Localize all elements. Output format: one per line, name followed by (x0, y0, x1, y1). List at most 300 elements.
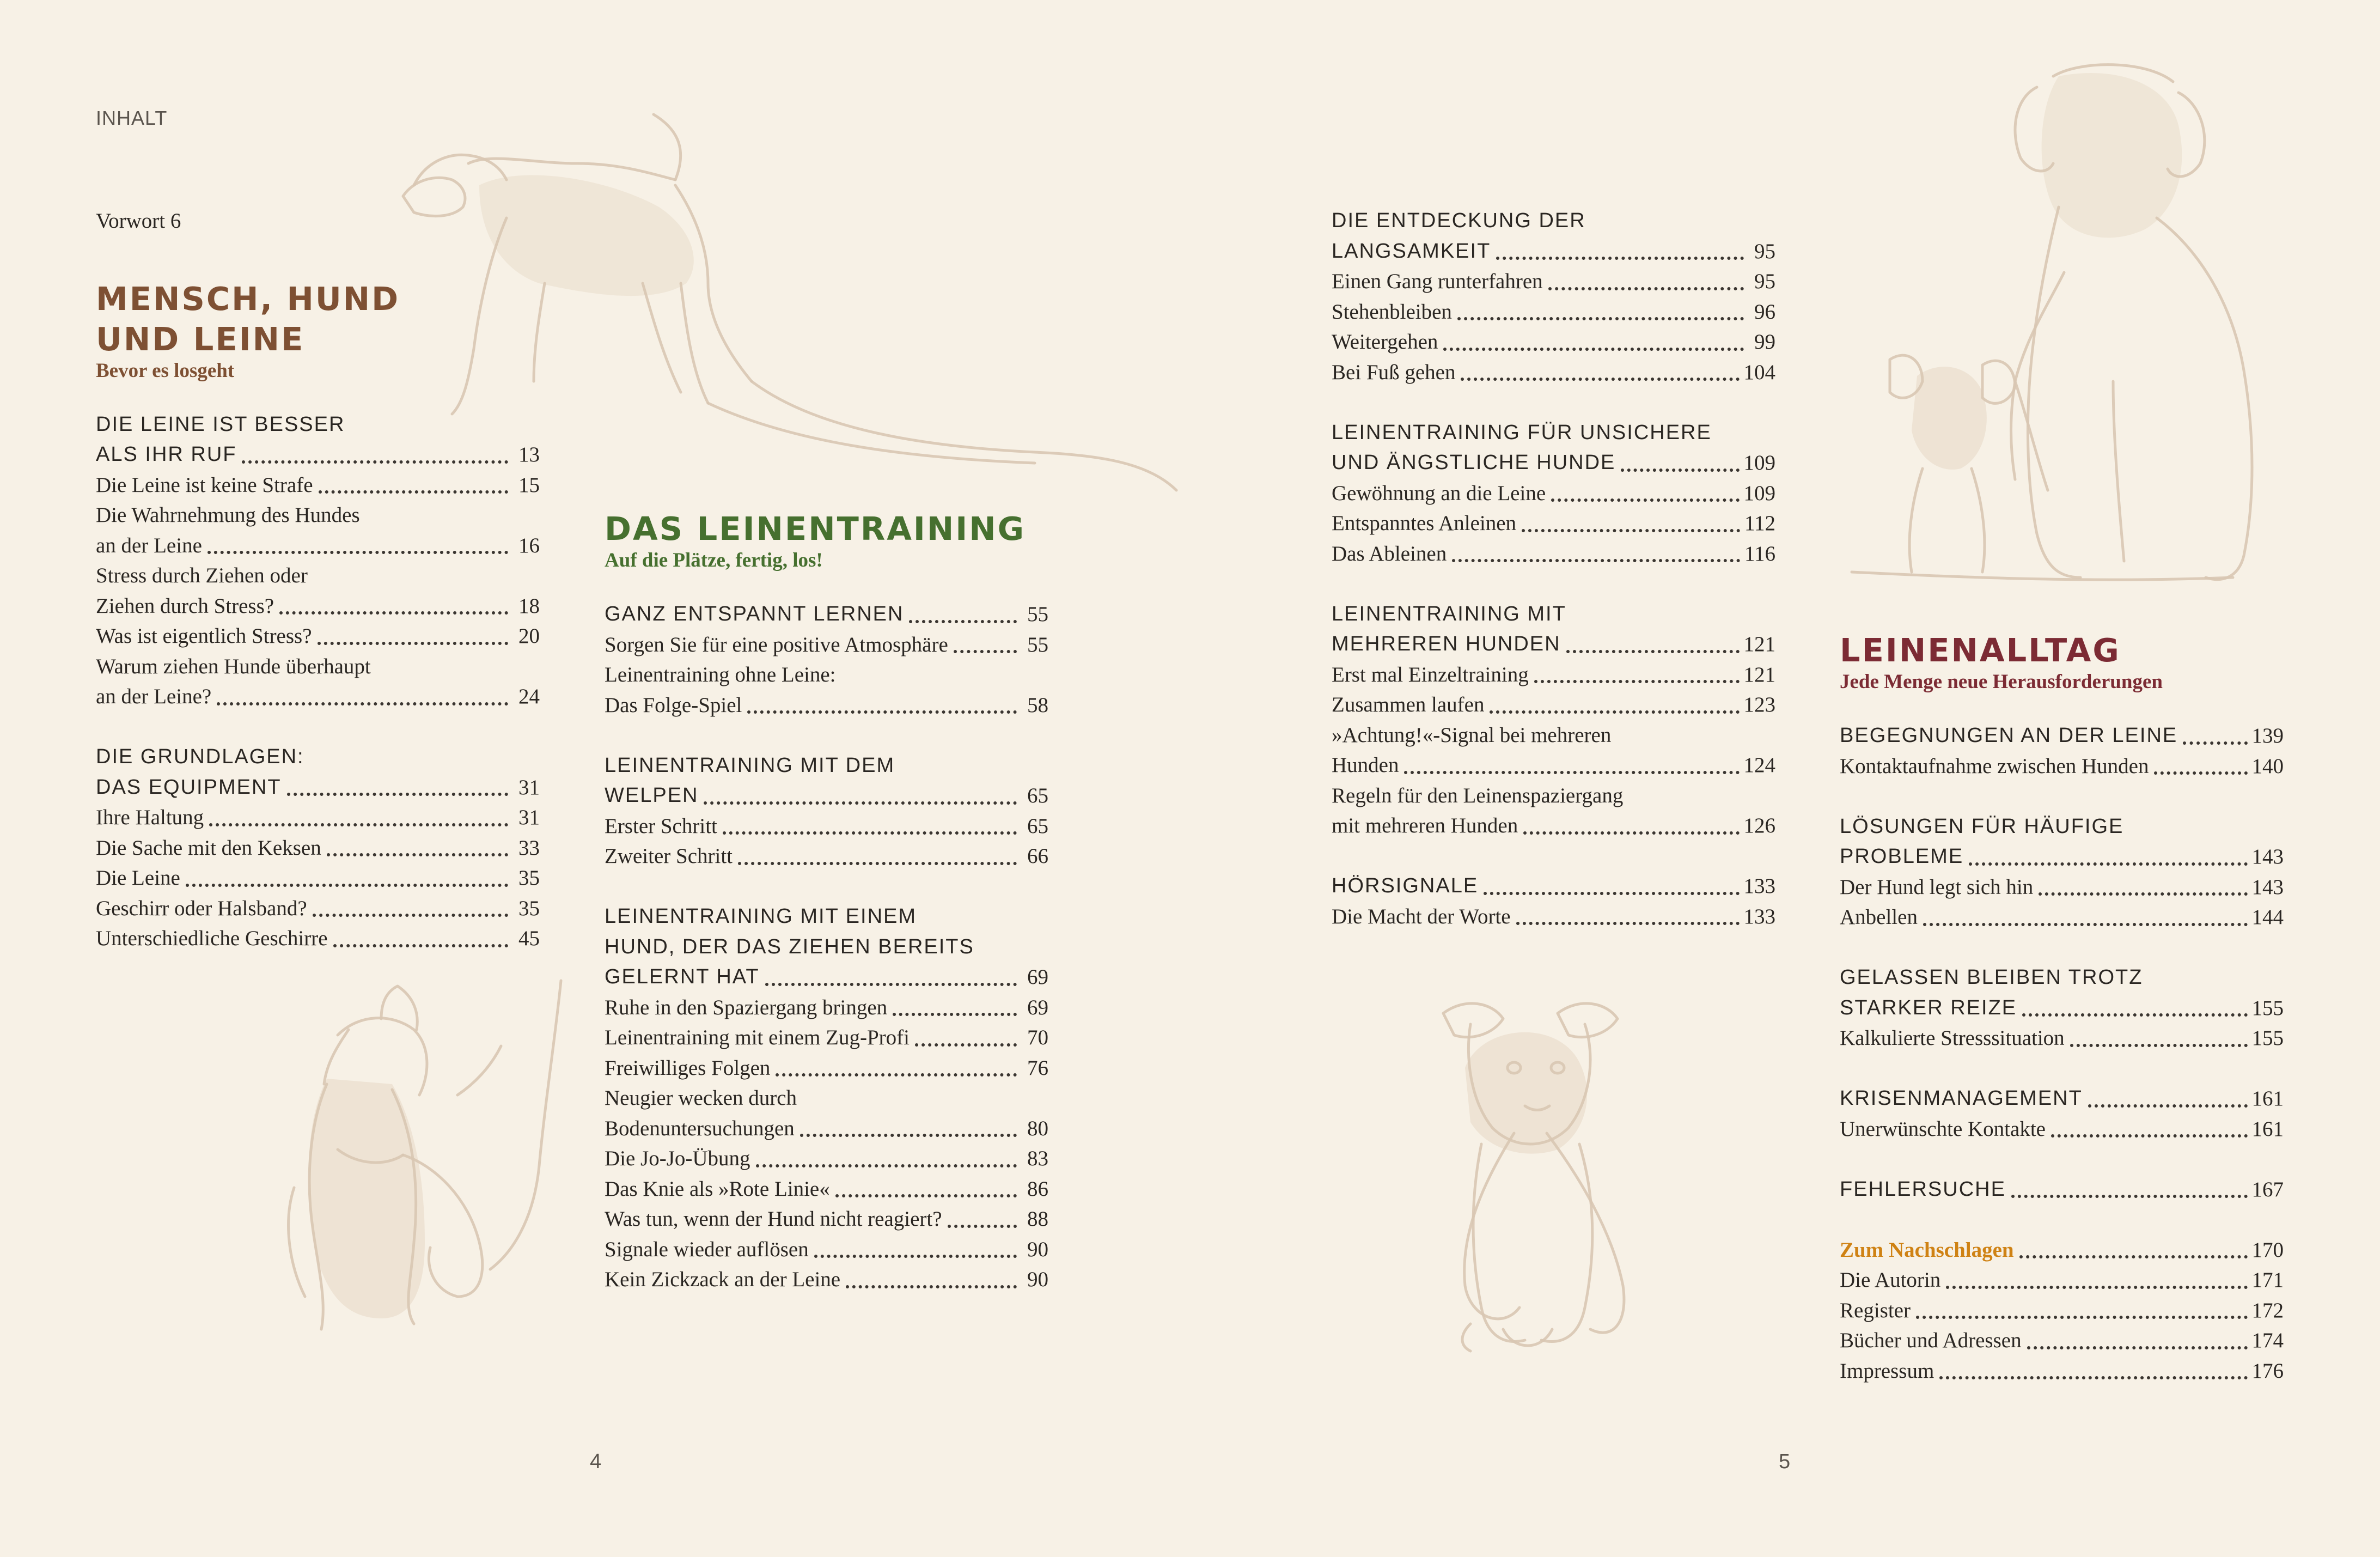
entry-title: PROBLEME (1840, 845, 1964, 868)
page-number: 172 (2251, 1298, 2284, 1322)
entry-title: Einen Gang runterfahren (1332, 270, 1543, 293)
section-leinentraining-continued (1332, 206, 1775, 932)
dot-leader (333, 944, 508, 947)
entry-title: Entspanntes Anleinen (1332, 512, 1517, 535)
toc-chapter-entry[interactable] (1840, 993, 2284, 1024)
dot-leader (909, 620, 1017, 623)
entry-title: FEHLERSUCHE (1840, 1177, 2006, 1201)
dachshund-drawing (289, 981, 561, 1329)
dot-leader (2051, 1134, 2248, 1138)
toc-subentry[interactable] (1840, 1356, 2284, 1386)
page-number: 86 (1027, 1177, 1048, 1201)
dot-leader (1457, 317, 1744, 320)
page-number: 155 (2251, 1026, 2284, 1050)
page-number: 139 (2251, 724, 2284, 747)
toc-chapter-entry[interactable] (1840, 721, 2284, 751)
entry-title: Freiwilliges Folgen (605, 1056, 771, 1080)
dot-leader (814, 1255, 1017, 1258)
page-number: 55 (1027, 632, 1048, 656)
section-subtitle: Auf die Plätze, fertig, los! (605, 549, 823, 571)
entry-title: Impressum (1840, 1359, 1934, 1383)
toc-subentry[interactable] (1332, 508, 1775, 539)
toc-subentry[interactable] (1840, 872, 2284, 903)
toc-chapter-group (605, 902, 1048, 1295)
toc-subentry[interactable] (1332, 811, 1775, 841)
toc-subentry[interactable] (96, 923, 540, 954)
toc-subentry[interactable] (96, 591, 540, 622)
toc-subentry[interactable] (1840, 1023, 2284, 1054)
toc-chapter-entry[interactable] (1332, 871, 1775, 902)
dot-leader (2183, 741, 2247, 745)
toc-chapter-group (96, 742, 540, 954)
dot-leader (1548, 287, 1744, 290)
page-number: 143 (2251, 875, 2284, 899)
entry-title: GELASSEN BLEIBEN TROTZ (1840, 966, 2143, 989)
dot-leader (2027, 1346, 2248, 1349)
dot-leader (1443, 348, 1744, 351)
toc-subentry[interactable] (96, 500, 540, 531)
toc-chapter-group (1840, 1084, 2284, 1144)
toc-chapter-entry[interactable] (605, 599, 1048, 630)
page-number: 155 (2251, 996, 2284, 1020)
toc-subentry[interactable] (605, 1053, 1048, 1084)
toc-subentry[interactable] (605, 1174, 1048, 1205)
toc-chapter-group (605, 751, 1048, 872)
dot-leader (327, 853, 508, 856)
entry-title: LEINENTRAINING MIT EINEM (605, 905, 917, 928)
section-leinentraining (605, 509, 1048, 1295)
page-number: 161 (2251, 1117, 2284, 1141)
toc-chapter-group (1332, 206, 1775, 387)
page-number: 126 (1743, 814, 1775, 837)
entry-title: Stehenbleiben (1332, 300, 1452, 324)
entry-title: Der Hund legt sich hin (1840, 875, 2034, 899)
dot-leader (1923, 923, 2248, 926)
toc-subentry[interactable] (605, 1204, 1048, 1234)
large-dog-and-papillon-drawing (1852, 65, 2252, 580)
toc-subentry[interactable] (1840, 751, 2284, 782)
toc-column-4 (1840, 630, 2284, 1416)
vorwort-entry[interactable]: Vorwort 6 (96, 209, 181, 233)
page-number: 123 (1743, 693, 1775, 716)
toc-subentry[interactable] (1332, 327, 1775, 357)
page-number-right: 5 (1779, 1450, 1791, 1473)
toc-subentry[interactable] (605, 1144, 1048, 1174)
entry-title: Geschirr oder Halsband? (96, 896, 307, 920)
toc-chapter-group (1840, 721, 2284, 781)
entry-title: KRISENMANAGEMENT (1840, 1087, 2083, 1110)
page-number: 133 (1743, 874, 1775, 898)
dot-leader (1522, 529, 1740, 532)
entry-title: Sorgen Sie für eine positive Atmosphäre (605, 632, 948, 656)
entry-title: Kontaktaufnahme zwischen Hunden (1840, 754, 2149, 778)
toc-chapter-group (96, 410, 540, 712)
entry-title: Die Jo-Jo-Übung (605, 1147, 750, 1170)
entry-title: Bei Fuß gehen (1332, 360, 1456, 384)
toc-subentry[interactable] (605, 1114, 1048, 1144)
toc-subentry[interactable] (1332, 266, 1775, 297)
toc-chapter-entry[interactable] (1332, 418, 1775, 448)
page-number: 124 (1743, 753, 1775, 777)
entry-title: GELERNT HAT (605, 965, 760, 988)
dot-leader (747, 710, 1017, 714)
entry-title: Leinentraining ohne Leine: (605, 663, 836, 686)
page-number: 90 (1027, 1237, 1048, 1261)
toc-chapter-entry[interactable] (1332, 448, 1775, 478)
toc-subentry[interactable] (1840, 902, 2284, 933)
toc-subentry[interactable] (605, 1234, 1048, 1265)
page-number: 170 (2251, 1238, 2284, 1262)
entry-title: Neugier wecken durch (605, 1086, 797, 1110)
page-number: 65 (1027, 814, 1048, 838)
toc-subentry[interactable] (1840, 1265, 2284, 1296)
dot-leader (279, 611, 508, 615)
dot-leader (1939, 1376, 2247, 1379)
dot-leader (2022, 1013, 2247, 1017)
page-number: 88 (1027, 1207, 1048, 1231)
dot-leader (1969, 862, 2247, 866)
entry-title: Zweiter Schritt (605, 844, 733, 868)
toc-subentry[interactable] (1332, 539, 1775, 569)
page-number: 174 (2251, 1329, 2284, 1352)
page-number: 109 (1743, 451, 1775, 475)
page-number: 116 (1744, 542, 1775, 565)
entry-title: Register (1840, 1298, 1911, 1322)
page-number: 13 (518, 443, 540, 466)
page-number: 133 (1743, 904, 1775, 928)
dot-leader (954, 650, 1017, 653)
entry-title: Ihre Haltung (96, 806, 204, 829)
page-number: 35 (518, 866, 540, 890)
entry-title: Das Knie als »Rote Linie« (605, 1177, 830, 1201)
page-number: 140 (2251, 754, 2284, 778)
page-number: 76 (1027, 1056, 1048, 1080)
toc-chapter-group (1840, 1175, 2284, 1205)
entry-title: Gewöhnung an die Leine (1332, 481, 1546, 505)
dot-leader (1484, 892, 1739, 895)
entry-title: Anbellen (1840, 905, 1918, 929)
entry-title: DIE ENTDECKUNG DER (1332, 209, 1586, 232)
toc-chapter-entry[interactable] (1840, 842, 2284, 872)
toc-chapter-entry[interactable] (605, 781, 1048, 811)
page-number: 35 (518, 896, 540, 920)
page-number: 20 (518, 624, 540, 648)
dot-leader (2039, 892, 2247, 896)
dot-leader (2019, 1255, 2248, 1258)
entry-title: GANZ ENTSPANNT LERNEN (605, 603, 904, 625)
entry-title: Was tun, wenn der Hund nicht reagiert? (605, 1207, 942, 1231)
dot-leader (835, 1194, 1017, 1197)
entry-title: Was ist eigentlich Stress? (96, 624, 312, 648)
dot-leader (1916, 1316, 2248, 1319)
toc-chapter-entry[interactable] (96, 773, 540, 803)
section-title: MENSCH, HUND UND LEINE (96, 279, 400, 358)
entry-title: Die Leine ist keine Strafe (96, 473, 313, 497)
dot-leader (948, 1225, 1017, 1228)
toc-subentry[interactable] (605, 1264, 1048, 1295)
page-number: 31 (518, 806, 540, 829)
page-number: 45 (518, 927, 540, 950)
entry-title: »Achtung!«-Signal bei mehreren (1332, 723, 1612, 747)
entry-title: Die Autorin (1840, 1268, 1941, 1292)
entry-title: Unerwünschte Kontakte (1840, 1117, 2046, 1141)
page-number: 70 (1027, 1026, 1048, 1049)
entry-title: MEHREREN HUNDEN (1332, 632, 1561, 655)
dot-leader (756, 1164, 1017, 1167)
toc-subentry[interactable] (1332, 297, 1775, 327)
entry-title: LÖSUNGEN FÜR HÄUFIGE (1840, 814, 2124, 838)
running-head: INHALT (96, 107, 168, 129)
page-number: 69 (1027, 965, 1048, 989)
toc-chapter-group (1332, 871, 1775, 932)
page-number: 90 (1027, 1268, 1048, 1291)
toc-chapter-group (1332, 418, 1775, 569)
dot-leader (186, 884, 508, 887)
dot-leader (1566, 650, 1740, 653)
entry-title: LEINENTRAINING FÜR UNSICHERE (1332, 421, 1712, 444)
entry-title: Zum Nachschlagen (1840, 1238, 2014, 1262)
dot-leader (704, 801, 1017, 805)
dot-leader (217, 702, 508, 705)
dot-leader (242, 460, 508, 464)
dot-leader (800, 1134, 1017, 1137)
entry-title: LEINENTRAINING MIT DEM (605, 753, 895, 777)
toc-subentry[interactable] (1332, 660, 1775, 690)
section-mensch-hund-leine (96, 279, 540, 954)
dot-leader (2011, 1195, 2248, 1198)
toc-subentry[interactable] (96, 470, 540, 501)
toc-chapter-entry[interactable] (96, 440, 540, 470)
entry-title: mit mehreren Hunden (1332, 814, 1518, 837)
entry-title: Das Ableinen (1332, 542, 1447, 565)
toc-chapter-group (1840, 1235, 2284, 1386)
toc-subentry[interactable] (1332, 690, 1775, 720)
toc-subentry[interactable] (96, 893, 540, 924)
entry-title: Weitergehen (1332, 330, 1438, 354)
entry-title: Erst mal Einzeltraining (1332, 662, 1529, 686)
dot-leader (2070, 1044, 2248, 1047)
page-number: 109 (1743, 481, 1775, 505)
entry-title: Ziehen durch Stress? (96, 594, 274, 618)
dot-leader (846, 1285, 1017, 1288)
entry-title: Die Sache mit den Keksen (96, 836, 321, 860)
page-number: 144 (2251, 905, 2284, 929)
entry-title: Signale wieder auflösen (605, 1237, 809, 1261)
toc-subentry[interactable] (96, 531, 540, 561)
entry-title: an der Leine? (96, 685, 212, 708)
page-number: 24 (518, 685, 540, 708)
entry-title: Unterschiedliche Geschirre (96, 927, 328, 950)
dot-leader (1523, 831, 1739, 835)
dot-leader (1551, 498, 1739, 502)
page-number: 104 (1743, 360, 1775, 384)
page-number: 167 (2251, 1177, 2284, 1201)
toc-chapter-entry[interactable] (1332, 599, 1775, 630)
page-number: 66 (1027, 844, 1048, 868)
page-number: 80 (1027, 1116, 1048, 1140)
toc-chapter-entry[interactable] (96, 742, 540, 773)
entry-title: LANGSAMKEIT (1332, 239, 1491, 263)
entry-title: Das Folge-Spiel (605, 693, 742, 717)
page-number: 112 (1744, 512, 1775, 535)
toc-chapter-entry[interactable] (605, 751, 1048, 781)
toc-chapter-entry[interactable] (605, 902, 1048, 932)
dot-leader (1496, 257, 1744, 260)
toc-subentry[interactable] (1332, 750, 1775, 781)
toc-subentry[interactable] (96, 802, 540, 833)
toc-subentry[interactable] (96, 652, 540, 682)
toc-subentry[interactable] (605, 841, 1048, 872)
entry-title: Warum ziehen Hunde überhaupt (96, 654, 371, 678)
dot-leader (1946, 1286, 2247, 1289)
toc-column-2 (605, 509, 1048, 1325)
page-number: 18 (518, 594, 540, 618)
dot-leader (1404, 771, 1739, 774)
toc-subentry[interactable] (1840, 1296, 2284, 1326)
entry-title: Bücher und Adressen (1840, 1329, 2022, 1352)
page-number: 171 (2251, 1268, 2284, 1292)
entry-title: Die Macht der Worte (1332, 904, 1511, 928)
dot-leader (1621, 469, 1739, 472)
entry-title: Stress durch Ziehen oder (96, 564, 308, 587)
toc-subentry[interactable] (96, 621, 540, 652)
toc-chapter-group (1840, 812, 2284, 933)
toc-subentry[interactable] (96, 682, 540, 712)
section-subtitle: Jede Menge neue Herausforderungen (1840, 671, 2163, 693)
toc-subentry[interactable] (1332, 357, 1775, 388)
entry-title: LEINENTRAINING MIT (1332, 602, 1566, 625)
entry-title: an der Leine (96, 533, 202, 557)
page-number: 121 (1743, 662, 1775, 686)
entry-title: Die Wahrnehmung des Hundes (96, 503, 360, 527)
toc-column-3 (1332, 206, 1775, 962)
page-number: 95 (1754, 239, 1775, 263)
toc-chapter-entry[interactable] (1332, 206, 1775, 236)
dot-leader (2088, 1104, 2248, 1108)
toc-subentry[interactable] (605, 1023, 1048, 1053)
page-number-left: 4 (590, 1450, 602, 1473)
toc-subentry[interactable] (96, 833, 540, 863)
dot-leader (1516, 922, 1740, 925)
entry-title: Regeln für den Leinenspaziergang (1332, 783, 1624, 807)
toc-chapter-entry[interactable] (1840, 812, 2284, 842)
page-number: 83 (1027, 1147, 1048, 1170)
toc-chapter-entry[interactable] (96, 410, 540, 440)
toc-subentry[interactable] (605, 811, 1048, 842)
dot-leader (1490, 710, 1739, 714)
toc-subentry[interactable] (96, 863, 540, 893)
entry-title: Hunden (1332, 753, 1399, 777)
entry-title: HUND, DER DAS ZIEHEN BEREITS (605, 935, 974, 958)
entry-title: Erster Schritt (605, 814, 717, 838)
dot-leader (1534, 680, 1740, 683)
page-number: 96 (1754, 300, 1775, 324)
terrier-with-leash-drawing (1443, 1003, 1624, 1351)
toc-chapter-entry[interactable] (1332, 236, 1775, 267)
toc-chapter-group (605, 599, 1048, 720)
toc-chapter-group (1332, 599, 1775, 841)
entry-title: STARKER REIZE (1840, 996, 2017, 1019)
page-number: 95 (1754, 270, 1775, 293)
page-number: 31 (518, 775, 540, 799)
toc-subentry[interactable] (605, 630, 1048, 660)
toc-chapter-entry[interactable] (605, 962, 1048, 993)
section-title: DAS LEINENTRAINING (605, 510, 1026, 548)
entry-title: Kein Zickzack an der Leine (605, 1268, 841, 1291)
entry-title: Die Leine (96, 866, 180, 890)
entry-title: DIE GRUNDLAGEN: (96, 745, 304, 768)
dot-leader (313, 914, 508, 917)
page-number: 58 (1027, 693, 1048, 717)
toc-subentry[interactable] (605, 660, 1048, 690)
toc-subentry[interactable] (1332, 720, 1775, 751)
entry-title: Ruhe in den Spaziergang bringen (605, 995, 888, 1019)
entry-title: DAS EQUIPMENT (96, 775, 282, 799)
entry-title: Zusammen laufen (1332, 693, 1485, 716)
page-number: 69 (1027, 995, 1048, 1019)
dot-leader (776, 1073, 1017, 1076)
entry-title: HÖRSIGNALE (1332, 874, 1479, 897)
dot-leader (723, 831, 1017, 835)
toc-subentry[interactable] (1332, 478, 1775, 509)
toc-chapter-entry[interactable] (1840, 963, 2284, 993)
page-number: 143 (2251, 845, 2284, 868)
toc-column-1 (96, 206, 540, 984)
entry-title: UND ÄNGSTLICHE HUNDE (1332, 451, 1616, 474)
page-number: 161 (2251, 1087, 2284, 1110)
toc-subentry[interactable] (1840, 1114, 2284, 1145)
toc-subentry[interactable] (605, 1083, 1048, 1114)
section-title: LEINENALLTAG (1840, 631, 2121, 669)
toc-chapter-entry[interactable] (1840, 1084, 2284, 1114)
section-subtitle: Bevor es losgeht (96, 359, 235, 382)
dot-leader (287, 793, 508, 796)
dot-leader (1461, 378, 1739, 381)
toc-subentry[interactable] (605, 690, 1048, 721)
dot-leader (893, 1013, 1017, 1016)
page-number: 65 (1027, 784, 1048, 807)
page-number: 176 (2251, 1359, 2284, 1383)
entry-title: WELPEN (605, 784, 699, 807)
page-number: 99 (1754, 330, 1775, 354)
toc-subentry[interactable] (1332, 781, 1775, 811)
entry-title: Leinentraining mit einem Zug-Profi (605, 1026, 910, 1049)
page-number: 15 (518, 473, 540, 497)
dot-leader (765, 983, 1017, 986)
toc-chapter-entry[interactable] (1840, 1175, 2284, 1205)
dot-leader (318, 642, 508, 645)
page-number: 16 (518, 533, 540, 557)
dot-leader (208, 551, 508, 554)
dot-leader (319, 490, 508, 494)
toc-chapter-group (1840, 963, 2284, 1054)
dot-leader (209, 823, 508, 826)
page-number: 33 (518, 836, 540, 860)
entry-title: Bodenuntersuchungen (605, 1116, 795, 1140)
toc-subentry[interactable] (96, 561, 540, 591)
entry-title: ALS IHR RUF (96, 443, 237, 466)
toc-subentry[interactable] (1332, 902, 1775, 932)
toc-subentry[interactable] (605, 993, 1048, 1023)
toc-chapter-entry[interactable] (1332, 629, 1775, 660)
page-number: 121 (1743, 632, 1775, 656)
section-leinenalltag (1840, 630, 2284, 1386)
toc-chapter-entry[interactable] (605, 932, 1048, 963)
entry-title: BEGEGNUNGEN AN DER LEINE (1840, 724, 2178, 747)
dot-leader (738, 862, 1017, 865)
toc-subentry[interactable] (1840, 1325, 2284, 1356)
toc-subentry[interactable] (1840, 1235, 2284, 1266)
